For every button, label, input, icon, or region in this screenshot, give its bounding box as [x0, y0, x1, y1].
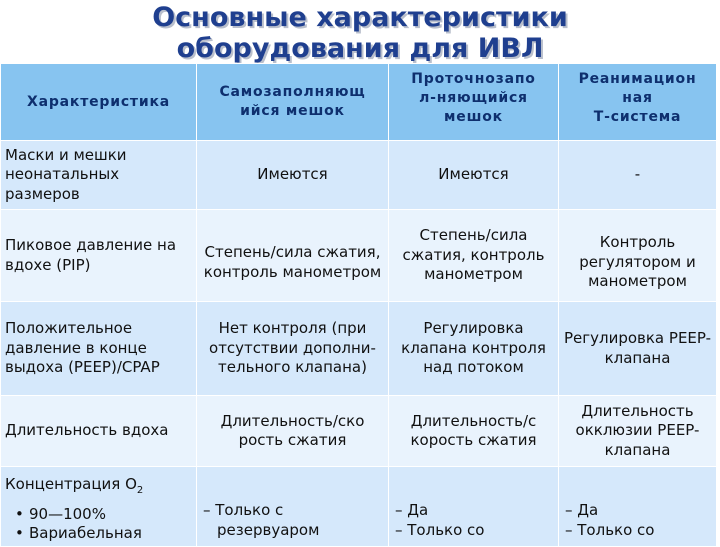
table-cell: – Да – Только со — [559, 467, 717, 547]
header-characteristic: Характеристика — [1, 64, 197, 141]
table-cell: Контроль регулятором и манометром — [559, 210, 717, 302]
row-label: Концентрация $O_2$ • 90—100% • Вариабельная — [1, 467, 197, 547]
table-row — [1, 210, 717, 302]
table-cell: Степень/сила сжатия, контроль манометром — [197, 210, 389, 302]
table-cell: Нет контроля (при отсутствии дополни-тельного клапана) — [197, 302, 389, 396]
row-label: Положительное давление в конце выдоха (PEEP)/CPAP — [1, 302, 197, 396]
table-row — [1, 302, 717, 396]
title-line-1: Основные характеристики — [152, 2, 568, 33]
row-label: Маски и мешки неонатальных размеров — [1, 141, 197, 210]
bullet-list — [5, 505, 192, 544]
table-header-row — [1, 64, 717, 141]
table-cell: Регулировка клапана контроля над потоком — [389, 302, 559, 396]
row-label: Длительность вдоха — [1, 396, 197, 467]
header-flow-inflating-bag: Проточнозапо л-няющийся мешок — [389, 64, 559, 141]
table-cell: Имеются — [197, 141, 389, 210]
table-cell: - — [559, 141, 717, 210]
header-self-inflating-bag: Самозаполняющ ийся мешок — [197, 64, 389, 141]
slide-title — [0, 2, 720, 64]
table-cell: – Да – Только со — [389, 467, 559, 547]
list-item: • Вариабельная — [15, 524, 142, 543]
table-cell: Длительность окклюзии PEEP-клапана — [559, 396, 717, 467]
table-cell: Степень/сила сжатия, контроль манометром — [389, 210, 559, 302]
table-row — [1, 396, 717, 467]
table-cell: Имеются — [389, 141, 559, 210]
table-cell: Длительность/ско рость сжатия — [197, 396, 389, 467]
table-cell: Длительность/с корость сжатия — [389, 396, 559, 467]
table-row — [1, 467, 717, 547]
comparison-table — [0, 63, 717, 547]
title-line-2: оборудования для ИВЛ — [176, 33, 544, 64]
table-cell: Регулировка PEEP-клапана — [559, 302, 717, 396]
table-row — [1, 141, 717, 210]
table-cell: – Только с резервуаром — [197, 467, 389, 547]
header-t-piece-system: Реанимацион ная Т-система — [559, 64, 717, 141]
list-item: • 90—100% — [15, 504, 106, 523]
row-label: Пиковое давление на вдохе (PIP) — [1, 210, 197, 302]
